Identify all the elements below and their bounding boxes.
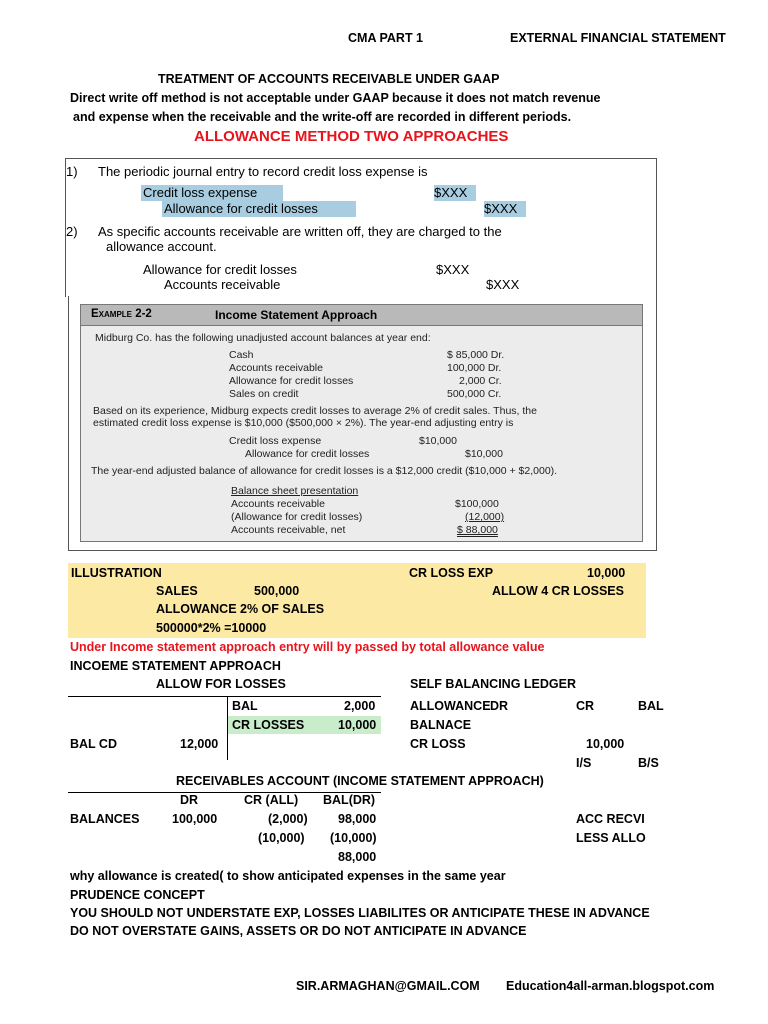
receivables-cr-1: (2,000) [268,812,308,826]
ledger-cr: CR [576,699,595,713]
balance-name: Accounts receivable [229,362,323,374]
t-cr-losses-amount: 10,000 [338,718,377,732]
bs-amount: (12,000) [465,511,505,523]
why-line-4: DO NOT OVERSTATE GAINS, ASSETS OR DO NOT ANTICIPATE IN ADVANCE [70,924,527,938]
journal-item-1: The periodic journal entry to record credit loss expense is [98,164,428,179]
example-para-2: estimated credit loss expense is $10,000 ($500,000 × 2%). The year-end adjusting entry is [93,417,514,429]
example-para-1: Based on its experience, Midburg expects credit losses to average 2% of credit sales. Thus, the [93,405,537,417]
accounts-receivable-cr: Accounts receivable [164,277,281,292]
balance-name: Cash [229,349,254,361]
balance-amount: 2,000 Cr. [459,375,502,387]
receivables-bal-3: 88,000 [338,850,377,864]
receivables-title: RECEIVABLES ACCOUNT (INCOME STATEMENT APPROACH) [176,774,544,788]
journal-item-2a: As specific accounts receivable are written off, they are charged to the [98,224,502,239]
approach-title: INCOEME STATEMENT APPROACH [70,659,281,673]
why-line-2: PRUDENCE CONCEPT [70,888,205,902]
balance-name: Sales on credit [229,388,299,400]
example-para-3: The year-end adjusted balance of allowance for credit losses is a $12,000 credit ($10,000 + $2,000). [91,465,558,477]
t-account-top-rule [68,696,381,697]
header-course: CMA PART 1 [348,31,423,45]
header-topic: EXTERNAL FINANCIAL STATEMENT [510,31,726,45]
balance-amount: 100,000 Dr. [447,362,502,374]
footer-blog: Education4all-arman.blogspot.com [506,979,715,993]
receivables-col-dr: DR [180,793,199,807]
adjusting-dr-amount: $10,000 [419,435,457,447]
bs-item: (Allowance for credit losses) [231,511,363,523]
balance-amount: 500,000 Cr. [447,388,502,400]
receivables-col-cr: CR (ALL) [244,793,299,807]
item-number-2: 2) [66,224,78,239]
t-bal-cd-amount: 12,000 [180,737,219,751]
sales-label: SALES [156,584,198,598]
bs-item: Accounts receivable, net [231,524,346,536]
t-bal-amount: 2,000 [344,699,376,713]
journal-box [65,158,657,297]
ledger-is: I/S [576,756,592,770]
accounts-receivable-cr-amount: $XXX [486,277,520,292]
ledger-cr-loss-amount: 10,000 [586,737,625,751]
why-line-1: why allowance is created( to show anticipated expenses in the same year [70,869,506,883]
bs-title: Balance sheet presentation [231,485,359,497]
ledger-cr-loss: CR LOSS [410,737,466,751]
t-bal-cd-label: BAL CD [70,737,117,751]
allowance-rate: ALLOWANCE 2% OF SALES [156,602,325,616]
ledger-balance: BALNACE [410,718,472,732]
receivables-bal-1: 98,000 [338,812,377,826]
ledger-bs: B/S [638,756,659,770]
item-number-1: 1) [66,164,78,179]
bs-amount: $ 88,000 [457,524,498,536]
why-line-3: YOU SHOULD NOT UNDERSTATE EXP, LOSSES LIABILITES OR ANTICIPATE THESE IN ADVANCE [70,906,650,920]
ledger-dr: DR [490,699,509,713]
sales-amount: 500,000 [254,584,300,598]
intro-line-2: and expense when the receivable and the write-off are recorded in different periods. [73,110,572,124]
bs-amount: $100,000 [455,498,499,510]
illustration-label: ILLUSTRATION [71,566,162,580]
adjusting-cr: Allowance for credit losses [245,448,370,460]
bs-item: Accounts receivable [231,498,325,510]
journal-item-2b: allowance account. [106,239,217,254]
receivables-bal-2: (10,000) [330,831,377,845]
example-label: Example 2-2 [91,308,152,320]
balance-amount: $ 85,000 Dr. [447,349,505,361]
approach-note: Under Income statement approach entry will by passed by total allowance value [70,640,545,654]
t-cr-losses-label: CR LOSSES [232,718,305,732]
cr-loss-exp-amount: 10,000 [587,566,626,580]
example-title: Income Statement Approach [215,308,378,322]
receivables-less-allo: LESS ALLO [576,831,646,845]
allowance-calc: 500000*2% =10000 [156,621,267,635]
allowance-cr: Allowance for credit losses [162,201,356,217]
receivables-cr-2: (10,000) [258,831,305,845]
t-bal-label: BAL [232,699,258,713]
section-title: TREATMENT OF ACCOUNTS RECEIVABLE UNDER GAAP [158,72,500,86]
allow-for-cr-losses: ALLOW 4 CR LOSSES [492,584,624,598]
allowance-dr: Allowance for credit losses [143,262,297,277]
approaches-heading: ALLOWANCE METHOD TWO APPROACHES [194,128,509,145]
illustration-panel [68,563,646,638]
adjusting-cr-amount: $10,000 [465,448,503,460]
receivables-balances: BALANCES [70,812,140,826]
ledger-bal: BAL [638,699,664,713]
allowance-dr-amount: $XXX [436,262,470,277]
cr-loss-exp: CR LOSS EXP [409,566,494,580]
receivables-acc-recv: ACC RECVI [576,812,645,826]
t-account-title: ALLOW FOR LOSSES [156,677,286,691]
allowance-cr-amount: $XXX [484,201,526,217]
ledger-allowance: ALLOWANCE [410,699,491,713]
balance-name: Allowance for credit losses [229,375,354,387]
example-intro: Midburg Co. has the following unadjusted account balances at year end: [95,332,431,344]
receivables-dr-amount: 100,000 [172,812,218,826]
footer-email: SIR.ARMAGHAN@GMAIL.COM [296,979,480,993]
ledger-title: SELF BALANCING LEDGER [410,677,576,691]
adjusting-dr: Credit loss expense [229,435,322,447]
example-box [80,304,643,542]
credit-loss-expense-dr-amount: $XXX [434,185,476,201]
receivables-col-bal: BAL(DR) [323,793,376,807]
example-header [81,305,642,326]
credit-loss-expense-dr: Credit loss expense [141,185,283,201]
intro-line-1: Direct write off method is not acceptable under GAAP because it does not match revenue [70,91,601,105]
